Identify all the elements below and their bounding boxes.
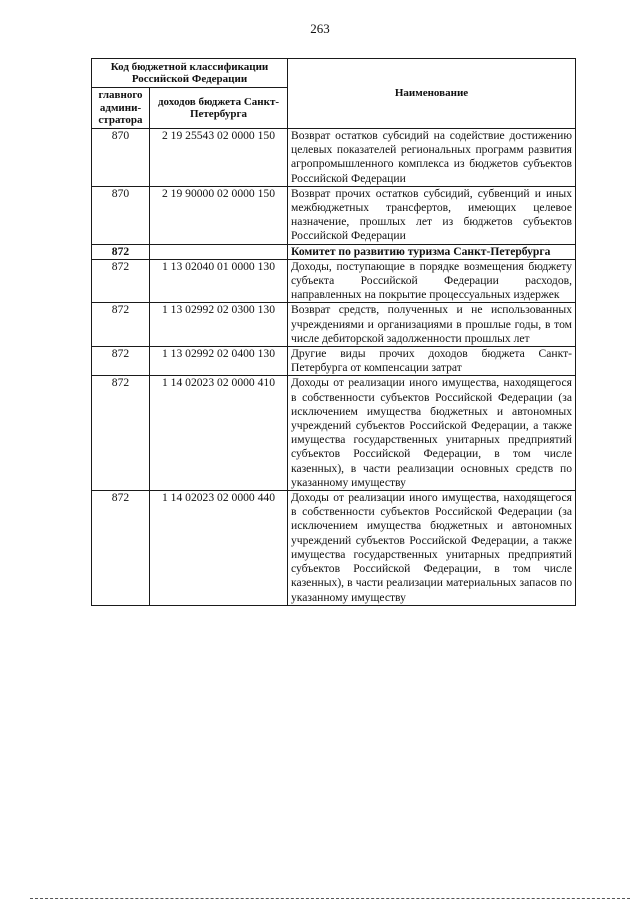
table-row [92, 186, 576, 244]
admin-code-cell: 870 [92, 129, 150, 187]
admin-code-cell: 872 [92, 491, 150, 606]
header-code-cell: доходов бюджета Санкт-Петербурга [150, 88, 288, 129]
admin-code-cell: 872 [92, 259, 150, 303]
table-row [92, 303, 576, 347]
admin-code-cell: 872 [92, 347, 150, 376]
table-section-row [92, 244, 576, 259]
income-name-cell: Другие виды прочих доходов бюджета Санкт-Петербурга от компенсации затрат [288, 347, 576, 376]
income-name-cell: Комитет по развитию туризма Санкт-Петербурга [288, 244, 576, 259]
income-code-cell: 1 13 02040 01 0000 130 [150, 259, 288, 303]
table-row [92, 129, 576, 187]
table-row [92, 491, 576, 606]
scan-bottom-edge [30, 898, 630, 899]
admin-code-cell: 872 [92, 303, 150, 347]
income-code-cell: 1 14 02023 02 0000 440 [150, 491, 288, 606]
table-body [92, 129, 576, 606]
table-row [92, 259, 576, 303]
header-name-cell: Наименование [288, 59, 576, 129]
income-code-cell: 2 19 90000 02 0000 150 [150, 186, 288, 244]
income-name-cell: Возврат средств, полученных и не использованных учреждениями и организациями в прошлые годы, в том числе дебиторской задолженности прошлых лет [288, 303, 576, 347]
admin-code-cell: 872 [92, 376, 150, 491]
page-number: 263 [310, 21, 330, 36]
income-name-cell: Доходы от реализации иного имущества, находящегося в собственности субъектов Российской Федерации (за исключением имущества бюджетных и автономных учреждений субъектов Российской Федерации, а также имущества государственных унитарных предприятий субъектов Российской Федерации, в том числе казенных), в части реализации основных средств по указанному имуществу [288, 376, 576, 491]
header-admin-cell: главного админи-стратора [92, 88, 150, 129]
budget-classification-table [91, 58, 576, 606]
income-code-cell: 1 14 02023 02 0000 410 [150, 376, 288, 491]
table-row [92, 347, 576, 376]
income-name-cell: Возврат остатков субсидий на содействие достижению целевых показателей региональных программ развития агропромышленного комплекса из бюджетов субъектов Российской Федерации [288, 129, 576, 187]
income-code-cell: 1 13 02992 02 0400 130 [150, 347, 288, 376]
admin-code-cell: 872 [92, 244, 150, 259]
admin-code-cell: 870 [92, 186, 150, 244]
income-code-cell: 2 19 25543 02 0000 150 [150, 129, 288, 187]
income-name-cell: Возврат прочих остатков субсидий, субвенций и иных межбюджетных трансфертов, имеющих целевое назначение, прошлых лет из бюджетов субъектов Российской Федерации [288, 186, 576, 244]
income-code-cell [150, 244, 288, 259]
income-name-cell: Доходы от реализации иного имущества, находящегося в собственности субъектов Российской Федерации (за исключением имущества бюджетных и автономных учреждений субъектов Российской Федерации, а также имущества государственных унитарных предприятий субъектов Российской Федерации, в том числе казенных), в части реализации материальных запасов по указанному имуществу [288, 491, 576, 606]
table-row [92, 376, 576, 491]
income-code-cell: 1 13 02992 02 0300 130 [150, 303, 288, 347]
table-header-row [92, 59, 576, 88]
header-group-cell: Код бюджетной классификации Российской Федерации [92, 59, 288, 88]
income-name-cell: Доходы, поступающие в порядке возмещения бюджету субъекта Российской Федерации расходов, направленных на покрытие процессуальных издержек [288, 259, 576, 303]
